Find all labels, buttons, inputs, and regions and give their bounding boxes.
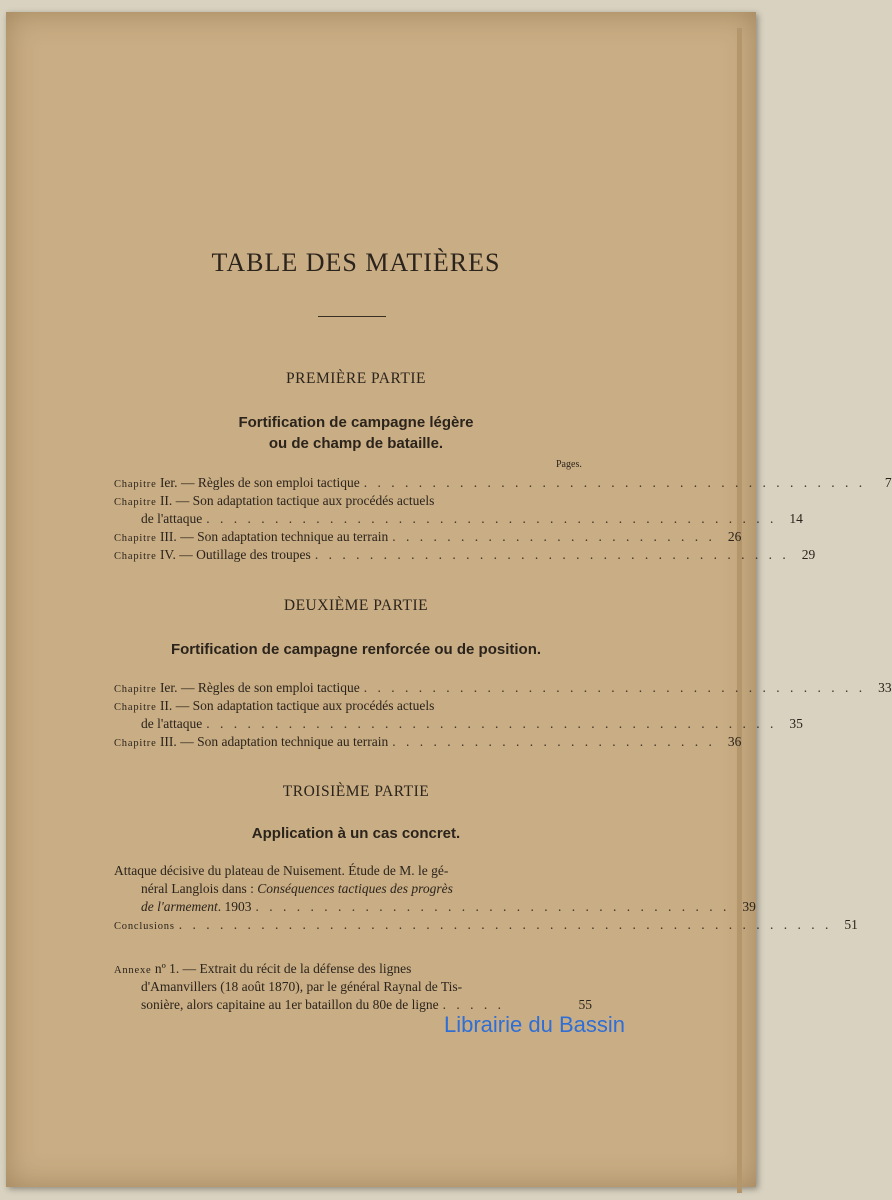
- part-1-entries: [114, 474, 892, 564]
- toc-entry[interactable]: [114, 862, 592, 880]
- toc-entry[interactable]: [114, 492, 592, 510]
- page-number: 33: [878, 680, 892, 695]
- chapter-title: — Son adaptation tactique aux procédés actuels: [172, 493, 435, 508]
- dot-leader: . . . . . . . . . . . . . . . . . . . . . . . . . . . . . . . . . . .: [255, 899, 730, 914]
- dot-leader: . . . . . . . . . . . . . . . . . . . . . . . .: [392, 529, 716, 544]
- chapter-title: — Règles de son emploi tactique: [177, 680, 360, 695]
- entry-text: — Extrait du récit de la défense des lignes: [179, 961, 412, 976]
- watermark-text: Librairie du Bassin: [444, 1012, 625, 1037]
- page-number: 29: [801, 547, 816, 562]
- toc-entry[interactable]: [114, 916, 858, 934]
- entry-text: d'Amanvillers (18 août 1870), par le général Raynal de Tis-: [141, 979, 463, 994]
- page-number: 14: [789, 511, 803, 526]
- page-number: 39: [742, 899, 756, 914]
- pages-label: Pages.: [556, 459, 582, 470]
- toc-entry-continuation[interactable]: [114, 978, 592, 996]
- page-edge: [737, 28, 742, 1193]
- annexe-prefix: Annexe: [114, 965, 152, 976]
- chapter-number: III.: [156, 529, 177, 544]
- toc-entry-continuation[interactable]: [114, 880, 592, 898]
- toc-entry[interactable]: [114, 697, 592, 715]
- part-1-heading-line-1: Fortification de campagne légère: [238, 414, 474, 431]
- chapter-prefix: Chapitre: [114, 497, 157, 508]
- toc-entry-continuation[interactable]: [114, 715, 803, 733]
- annexe-number: nº 1.: [151, 961, 180, 976]
- conclusions-label: Conclusions: [114, 921, 175, 932]
- chapter-number: IV.: [156, 547, 176, 562]
- chapter-title: — Son adaptation technique au terrain: [176, 734, 389, 749]
- chapter-prefix: Chapitre: [114, 684, 157, 695]
- part-3-title: TROISIÈME PARTIE: [282, 783, 430, 800]
- dot-leader: . . . . . . . . . . . . . . . . . . . . . . . . . . . . . . . . . . . . .: [363, 680, 866, 695]
- dot-leader: . . . . . . . . . . . . . . . . . . . . . . . . . . . . . . . . . . . . .: [363, 475, 866, 490]
- page-number: 36: [727, 734, 742, 749]
- chapter-prefix: Chapitre: [114, 479, 157, 490]
- chapter-number: III.: [156, 734, 177, 749]
- chapter-number: II.: [159, 698, 173, 713]
- page-number: 26: [727, 529, 742, 544]
- entry-text: néral Langlois dans :: [141, 881, 258, 896]
- dot-leader: . . . . . . . . . . . . . . . . . . . . . . . . . . . . . . . . . . . . . . . . . .: [206, 716, 777, 731]
- toc-entry-continuation[interactable]: [114, 898, 756, 916]
- part-2-entries: [114, 679, 892, 751]
- cited-title: de l'armement: [141, 899, 218, 914]
- chapter-title: — Règles de son emploi tactique: [177, 475, 360, 490]
- chapter-prefix: Chapitre: [114, 551, 157, 562]
- entry-text: Attaque décisive du plateau de Nuisement. Étude de M. le gé-: [114, 863, 449, 878]
- chapter-title: — Son adaptation technique au terrain: [176, 529, 389, 544]
- page-number: 51: [844, 917, 858, 932]
- dot-leader: . . . . .: [442, 997, 505, 1012]
- part-1-title: PREMIÈRE PARTIE: [286, 370, 426, 387]
- entry-text: sonière, alors capitaine au 1er bataillon du 80e de ligne: [141, 997, 439, 1012]
- chapter-title-continued: de l'attaque: [141, 716, 203, 731]
- dot-leader: . . . . . . . . . . . . . . . . . . . . . . . .: [392, 734, 716, 749]
- dot-leader: . . . . . . . . . . . . . . . . . . . . . . . . . . . . . . . . . . . . . . . . . .: [206, 511, 777, 526]
- annexe-entry: [114, 960, 592, 1014]
- part-2-title: DEUXIÈME PARTIE: [283, 597, 429, 614]
- chapter-prefix: Chapitre: [114, 738, 157, 749]
- toc-entry[interactable]: [114, 679, 892, 697]
- part-3-entries: [114, 862, 858, 934]
- part-1-heading-line-2: ou de champ de bataille.: [268, 435, 444, 452]
- chapter-prefix: Chapitre: [114, 533, 157, 544]
- entry-text: . 1903: [217, 899, 252, 914]
- part-1-heading: [6, 412, 706, 454]
- chapter-title-continued: de l'attaque: [141, 511, 203, 526]
- chapter-number: II.: [159, 493, 173, 508]
- part-2-heading: Fortification de campagne renforcée ou de position.: [170, 641, 542, 658]
- page-number: 35: [789, 716, 803, 731]
- title-rule: [318, 316, 386, 317]
- chapter-number: Ier.: [159, 680, 178, 695]
- toc-entry[interactable]: [114, 546, 816, 564]
- toc-entry[interactable]: [114, 474, 892, 492]
- toc-entry[interactable]: [114, 960, 592, 978]
- dot-leader: . . . . . . . . . . . . . . . . . . . . . . . . . . . . . . . . . . . . . . . . . . . . . . . .: [178, 917, 832, 932]
- dot-leader: . . . . . . . . . . . . . . . . . . . . . . . . . . . . . . . . . . .: [314, 547, 790, 562]
- toc-entry[interactable]: [114, 528, 742, 546]
- toc-entry[interactable]: [114, 733, 742, 751]
- chapter-prefix: Chapitre: [114, 702, 157, 713]
- cited-title: Conséquences tactiques des progrès: [257, 881, 453, 896]
- chapter-title: — Son adaptation tactique aux procédés actuels: [172, 698, 435, 713]
- page-number: 7: [884, 475, 892, 490]
- chapter-title: — Outillage des troupes: [175, 547, 311, 562]
- chapter-number: Ier.: [159, 475, 178, 490]
- page-number: 55: [578, 997, 592, 1012]
- page-title: TABLE DES MATIÈRES: [211, 248, 501, 277]
- toc-entry-continuation[interactable]: [114, 510, 803, 528]
- part-3-heading: Application à un cas concret.: [251, 825, 461, 842]
